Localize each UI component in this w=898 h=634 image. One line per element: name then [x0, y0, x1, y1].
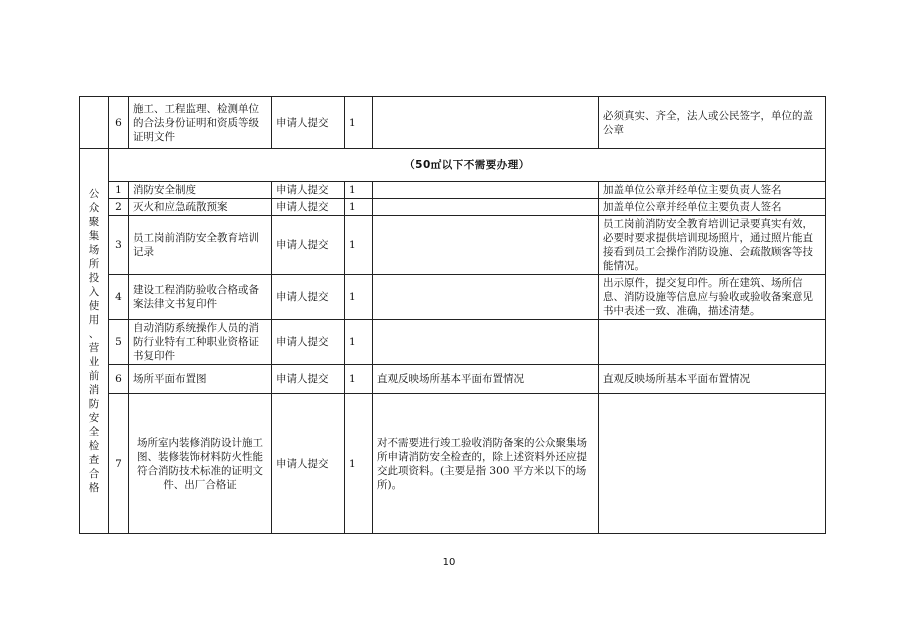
page-number: 10 — [442, 557, 456, 568]
material-name: 建设工程消防验收合格或备案法律文书复印件 — [129, 275, 272, 320]
material-requirement: 员工岗前消防安全教育培训记录要真实有效，必要时要求提供培训现场照片，通过照片能直接看到员工会操作消防设施、会疏散顾客等技能情况。 — [599, 216, 826, 275]
material-requirement — [599, 320, 826, 365]
blank-section-cell — [80, 97, 109, 149]
material-name: 灭火和应急疏散预案 — [129, 199, 272, 216]
material-remark — [373, 182, 599, 199]
table-row — [80, 394, 826, 534]
material-remark: 对不需要进行竣工验收消防备案的公众聚集场所申请消防安全检查的，除上述资料外还应提交此项资料。(主要是指 300 平方米以下的场所)。 — [373, 394, 599, 534]
material-source: 申请人提交 — [272, 97, 345, 149]
material-requirement — [599, 394, 826, 534]
banner-note: （50㎡以下不需要办理） — [109, 149, 826, 182]
row-number: 5 — [109, 320, 129, 365]
row-number: 4 — [109, 275, 129, 320]
material-quantity: 1 — [345, 275, 373, 320]
material-source: 申请人提交 — [272, 216, 345, 275]
material-quantity: 1 — [345, 97, 373, 149]
banner-row — [80, 149, 826, 182]
material-quantity: 1 — [345, 182, 373, 199]
material-remark: 直观反映场所基本平面布置情况 — [373, 365, 599, 394]
row-number: 3 — [109, 216, 129, 275]
table-row — [80, 320, 826, 365]
material-remark — [373, 320, 599, 365]
row-number: 2 — [109, 199, 129, 216]
material-remark — [373, 275, 599, 320]
material-name: 场所平面布置图 — [129, 365, 272, 394]
material-remark — [373, 199, 599, 216]
material-name: 自动消防系统操作人员的消防行业特有工种职业资格证书复印件 — [129, 320, 272, 365]
row-number: 7 — [109, 394, 129, 534]
material-source: 申请人提交 — [272, 182, 345, 199]
material-requirement: 必须真实、齐全，法人或公民签字，单位的盖公章 — [599, 97, 826, 149]
table-row — [80, 97, 826, 149]
material-quantity: 1 — [345, 394, 373, 534]
material-requirement: 加盖单位公章并经单位主要负责人签名 — [599, 199, 826, 216]
material-requirement: 加盖单位公章并经单位主要负责人签名 — [599, 182, 826, 199]
row-number: 6 — [109, 97, 129, 149]
material-source: 申请人提交 — [272, 320, 345, 365]
material-quantity: 1 — [345, 199, 373, 216]
material-source: 申请人提交 — [272, 199, 345, 216]
table-row — [80, 365, 826, 394]
material-name: 消防安全制度 — [129, 182, 272, 199]
material-name: 施工、工程监理、检测单位的合法身份证明和资质等级证明文件 — [129, 97, 272, 149]
material-requirement: 出示原件，提交复印件。所在建筑、场所信息、消防设施等信息应与验收或验收备案意见书中表述一致、准确，描述清楚。 — [599, 275, 826, 320]
material-name: 员工岗前消防安全教育培训记录 — [129, 216, 272, 275]
table-row — [80, 275, 826, 320]
material-remark — [373, 216, 599, 275]
requirements-table — [79, 96, 826, 534]
material-source: 申请人提交 — [272, 275, 345, 320]
material-quantity: 1 — [345, 365, 373, 394]
row-number: 6 — [109, 365, 129, 394]
table-row — [80, 199, 826, 216]
row-number: 1 — [109, 182, 129, 199]
section-label: 公 众 聚 集 场 所 投 入 使 用 、 营 业 前 消 防 安 全 检 查 合 格 — [80, 149, 109, 534]
table-row — [80, 182, 826, 199]
material-quantity: 1 — [345, 216, 373, 275]
material-source: 申请人提交 — [272, 394, 345, 534]
table-row — [80, 216, 826, 275]
material-source: 申请人提交 — [272, 365, 345, 394]
material-quantity: 1 — [345, 320, 373, 365]
material-requirement: 直观反映场所基本平面布置情况 — [599, 365, 826, 394]
material-name: 场所室内装修消防设计施工图、装修装饰材料防火性能符合消防技术标准的证明文件、出厂合格证 — [129, 394, 272, 534]
material-remark — [373, 97, 599, 149]
